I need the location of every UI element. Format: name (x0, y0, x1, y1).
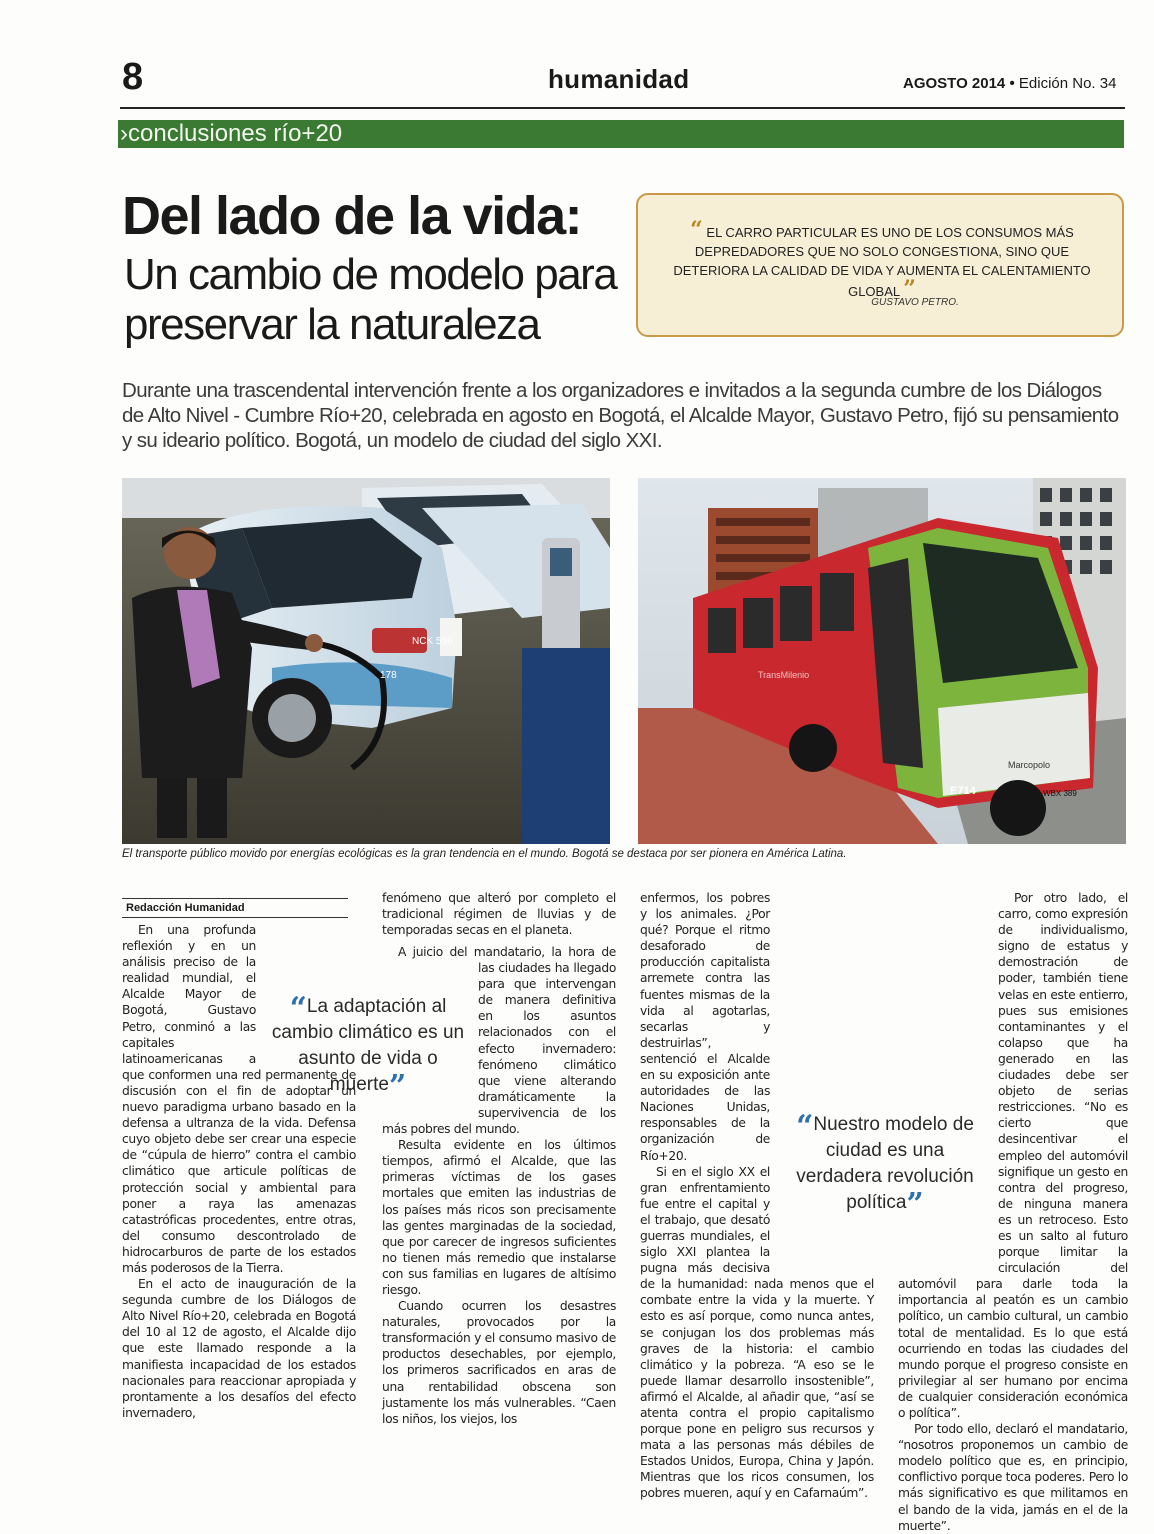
col2-paragraph-3: Resulta evidente en los últimos tiempos, afirmó el Alcalde, que las primeras víctimas de los gases mortales que emiten las industrias de los países más ricos son precisamente las gentes marginadas de la sociedad, que por carecer de ingresos suficientes no tienen más remedio que instalarse con sus familias en lugares de altísimo riesgo. (382, 1138, 616, 1297)
taxi-plate: NCK 596 (412, 636, 453, 647)
pull-quote-2-close-icon: ” (906, 1187, 924, 1222)
col3-paragraph-1: enfermos, los pobres y los animales. ¿Por qué? Porque el ritmo desaforado de producción capitalista arremete contra las fuentes mismas de la vida al agotarlas, secarlas y destruirlas”, sentenció el Alcalde en su exposición ante autoridades de las Naciones Unidas, responsables de la organización de Río+20. (640, 891, 770, 1163)
photo-hybrid-bus (638, 478, 1126, 844)
quote-box (636, 193, 1124, 337)
bus-plate: WBX 389 (1043, 789, 1077, 798)
banner-label: ›conclusiones río+20 (120, 120, 343, 147)
article-column-2 (382, 890, 616, 1426)
col2-paragraph-1: fenómeno que alteró por completo el tradicional régimen de lluvias y de temporadas secas en el planeta. (382, 891, 616, 938)
article-column-4 (898, 890, 1128, 1533)
dateline (903, 75, 1116, 92)
separator-dot: • (1009, 75, 1015, 92)
taxi-unit: 178 (380, 670, 397, 681)
quote-author: GUSTAVO PETRO. (871, 297, 959, 308)
quote-close-icon: ” (903, 276, 916, 302)
col3-paragraph-2: Si en el siglo XX el gran enfrentamiento fue entre el capital y el trabajo, que desató guerras mundiales, el siglo XXI plantea la pugna más decisiva de la humanidad: nada menos que el combate entre la vida y la muerte. Y esto es así porque, como nunca antes, se conjugan los dos problemas más graves de la historia: el cambio climático y la pobreza. “A eso se le puede llamar desarrollo insostenible”, afirmó el Alcalde, al añadir que, “así se atenta contra el propio capitalismo porque pone en peligro sus recursos y mata a las personas más débiles de Estados Unidos, Europa, China y Japón. Mientras que los ricos consumen, los pobres mueren, aquí y en Cafarnaúm”. (640, 1164, 874, 1501)
quote-open-icon: “ (690, 217, 703, 243)
bus-brand: Marcopolo (1008, 760, 1051, 770)
subheadline: Un cambio de modelo para preservar la naturaleza (124, 250, 617, 349)
photo-hybrid-bus-illustration (638, 478, 1126, 844)
section-banner (118, 120, 1124, 148)
col1-paragraph-2: En el acto de inauguración de la segunda cumbre de los Diálogos de Alto Nivel Río+20, celebrada en Bogotá del 10 al 12 de agosto, el Alcalde dijo que este llamado responde a la manifiesta incapacidad de los estados nacionales para reaccionar apropiada y prontamente a los desafíos del efecto invernadero, (122, 1277, 356, 1420)
header-rule (120, 107, 1125, 109)
arrow-icon: › (120, 120, 128, 147)
pull-quote-2: “Nuestro modelo de ciudad es una verdadera revolución política” (796, 1109, 974, 1222)
photo-electric-taxis (122, 478, 610, 844)
page-number: 8 (122, 56, 144, 98)
pull-quote-1-open-icon: “ (289, 991, 307, 1026)
bus-fleet: TransMilenio (758, 670, 810, 680)
byline: Redacción Humanidad (122, 898, 348, 918)
pull-quote-space-2b (898, 1084, 998, 1262)
quote-text: “ EL CARRO PARTICULAR ES UNO DE LOS CONSUMOS MÁS DEPREDADORES QUE NO SOLO CONGESTIONA, SINO QUE DETERIORA LA CALIDAD DE VIDA Y AUMENTA EL CALENTAMIENTO GLOBAL ” (673, 217, 1091, 302)
pull-quote-1: “La adaptación al cambio climático es un asunto de vida o muerte” (271, 991, 465, 1104)
headline: Del lado de la vida: (122, 186, 582, 246)
pull-quote-2-open-icon: “ (796, 1109, 814, 1144)
pull-quote-1-close-icon: ” (388, 1069, 407, 1104)
photo-caption: El transporte público movido por energías ecológicas es la gran tendencia en el mundo. Bogotá se destaca por ser pionera en América Latina. (122, 848, 847, 860)
col1-paragraph-1: En una profunda reflexión y en un análisis preciso de la realidad mundial, el Alcalde Mayor de Bogotá, Gustavo Petro, conminó a las capitales latinoamericanas a que conformen una red permanente de discusión con el fin de adoptar un nuevo paradigma urbano basado en la defensa a ultranza de la vida. Defensa cuyo objeto debe ser crear una especie de “cúpula de hierro” contra el cambio climático que articule políticas de protección social y ambiental para poner a raya las amenazas catastróficas procedentes, entre otras, del consumo descontrolado de hidrocarburos de parte de los estados más poderosos de la Tierra. (122, 923, 356, 1275)
section-title: humanidad (548, 64, 690, 94)
col2-paragraph-4: Cuando ocurren los desastres naturales, provocados por la transformación y el consumo masivo de productos desechables, por ejemplo, los primeros sacrificados en aras de una rentabilidad obscena son justamente los más vulnerables. “Caen los niños, los viejos, los (382, 1299, 616, 1426)
article-column-1 (122, 922, 356, 1420)
issue-date: AGOSTO 2014 (903, 75, 1006, 92)
col2-paragraph-2: A juicio del mandatario, la hora de las ciudades ha llegado para que intervengan de manera definitiva en los asuntos relacionados con el efecto invernadero: fenómeno climático que viene alterando dramáticamente la supervivencia de los más pobres del mundo. (382, 945, 616, 1137)
lead-paragraph: Durante una trascendental intervención frente a los organizadores e invitados a la segunda cumbre de los Diálogos de Alto Nivel - Cumbre Río+20, celebrada en agosto en Bogotá, el Alcalde Mayor, Gustavo Petro, fijó su pensamiento y su ideario político. Bogotá, un modelo de ciudad del siglo XXI. (122, 379, 1119, 452)
bus-route: E714 (950, 785, 976, 797)
col4-paragraph-1: Por otro lado, el carro, como expresión de individualismo, signo de estatus y demostración de poder, también tiene velas en este entierro, pues sus emisiones contaminantes y el colapso que ha generado en las ciudades debe ser objeto de serias restricciones. “No es cierto que desincentivar el empleo del automóvil signifique un gesto en contra del progreso, de ninguna manera es un retroceso. Esto es un salto al futuro porque limitar la circulación del automóvil para darle toda la importancia al peatón es un cambio político, un cambio cultural, un cambio total de mentalidad. Es lo que está ocurriendo en todas las ciudades del mundo porque el progreso consiste en privilegiar al ser humano por encima de cualquier consideración económica o política”. (898, 891, 1128, 1420)
col4-paragraph-2: Por todo ello, declaró el mandatario, “nosotros proponemos un cambio de modelo político que es, en principio, conflictivo porque toca poderes. Pero lo más significativo es que militamos en el bando de la vida, jamás en el de la muerte”. (898, 1422, 1128, 1533)
edition-number: Edición No. 34 (1018, 75, 1117, 92)
photo-electric-taxis-illustration (122, 478, 610, 844)
